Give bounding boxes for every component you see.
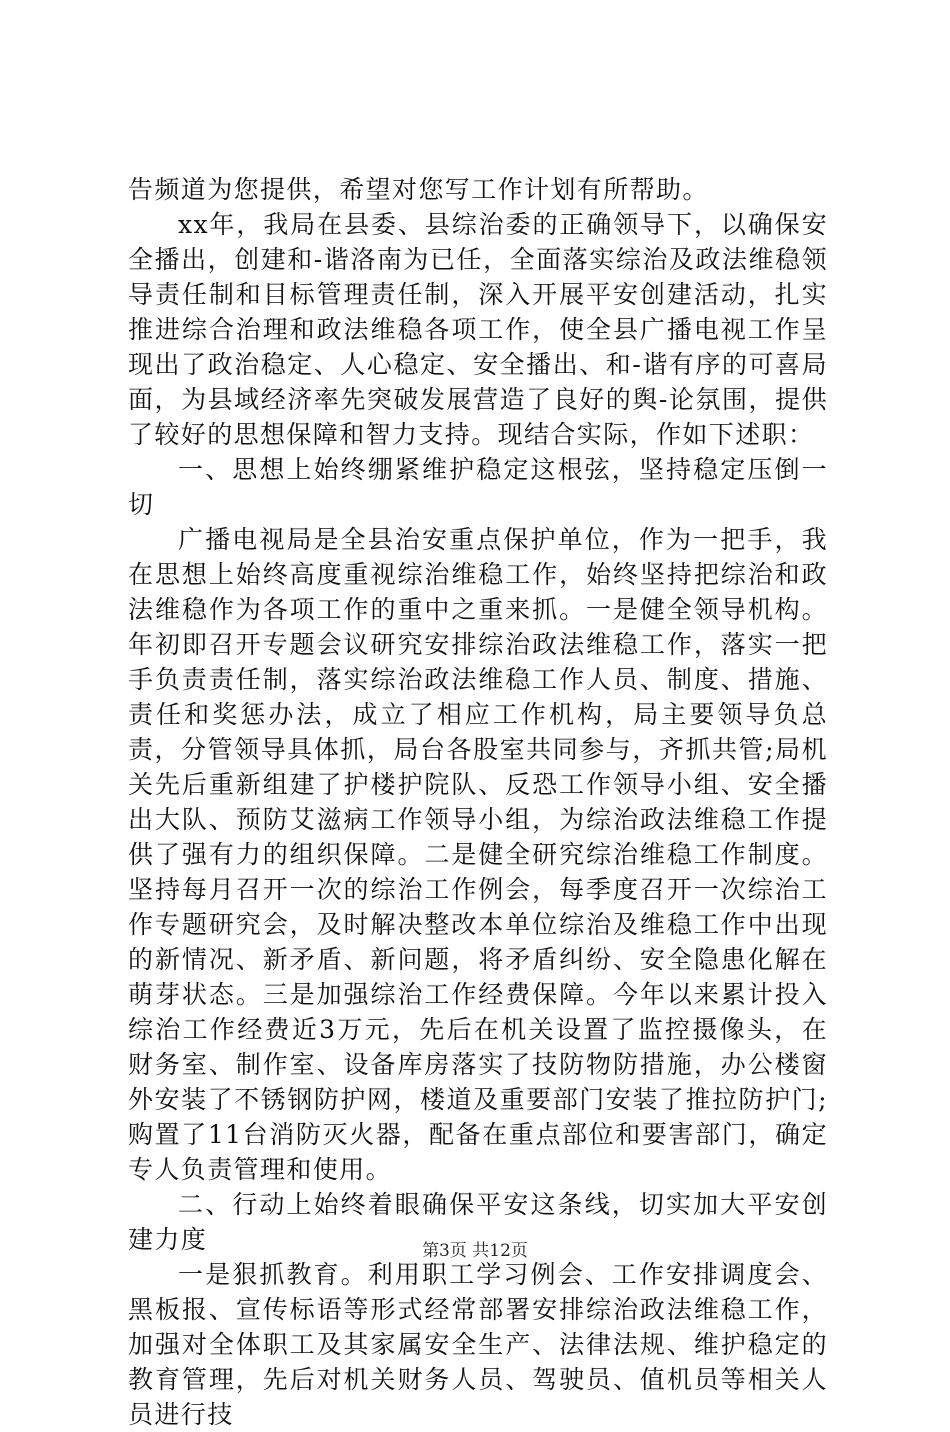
paragraph-section-1-body: 广播电视局是全县治安重点保护单位，作为一把手，我在思想上始终高度重视综治维稳工作，始终坚持把综治和政法维稳作为各项工作的重中之重来抓。一是健全领导机构。年初即召开专题会议研究安排综治政法维稳工作，落实一把手负责责任制，落实综治政法维稳工作人员、制度、措施、责任和奖惩办法，成立了相应工作机构，局主要领导负总责，分管领导具体抓，局台各股室共同参与，齐抓共管;局机关先后重新组建了护楼护院队、反恐工作领导小组、安全播出大队、预防艾滋病工作领导小组，为综治政法维稳工作提供了强有力的组织保障。二是健全研究综治维稳工作制度。坚持每月召开一次的综治工作例会，每季度召开一次综治工作专题研究会，及时解决整改本单位综治及维稳工作中出现的新情况、新矛盾、新问题，将矛盾纠纷、安全隐患化解在萌芽状态。三是加强综治工作经费保障。今年以来累计投入综治工作经费近3万元，先后在机关设置了监控摄像头，在财务室、制作室、设备库房落实了技防物防措施，办公楼窗外安装了不锈钢防护网，楼道及重要部门安装了推拉防护门;购置了11台消防灭火器，配备在重点部位和要害部门，确定专人负责管理和使用。: [128, 525, 828, 1184]
page-number-footer: 第3页 共12页: [422, 1241, 528, 1261]
paragraph-section-2-body: 一是狠抓教育。利用职工学习例会、工作安排调度会、黑板报、宣传标语等形式经常部署安排综治政法维稳工作，加强对全体职工及其家属安全生产、法律法规、维护稳定的教育管理，先后对机关财务人员、驾驶员、值机员等相关人员进行技: [128, 1260, 828, 1429]
section-heading-2: 二、行动上始终着眼确保平安这条线，切实加大平安创建力度: [128, 1190, 828, 1254]
section-heading-1: 一、思想上始终绷紧维护稳定这根弦，坚持稳定压倒一切: [128, 455, 828, 519]
paragraph-opening: xx年，我局在县委、县综治委的正确领导下，以确保安全播出，创建和-谐洛南为已任，全面落实综治及政法维稳领导责任制和目标管理责任制，深入开展平安创建活动，扎实推进综合治理和政法维稳各项工作，使全县广播电视工作呈现出了政治稳定、人心稳定、安全播出、和-谐有序的可喜局面，为县域经济率先突破发展营造了良好的舆-论氛围，提供了较好的思想保障和智力支持。现结合实际，作如下述职：: [128, 210, 828, 449]
paragraph-intro-continuation: 告频道为您提供，希望对您写工作计划有所帮助。: [128, 175, 709, 204]
